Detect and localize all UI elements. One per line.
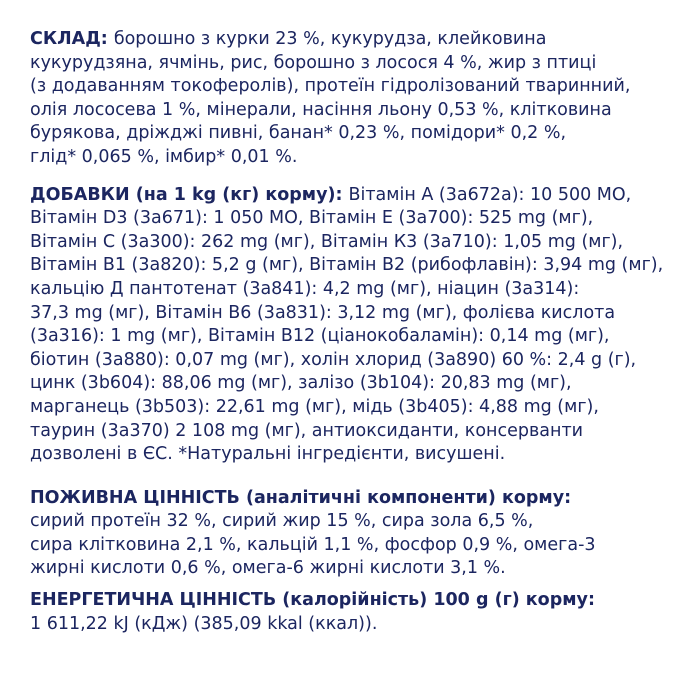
additives-line: кальцію Д пантотенат (3а841): 4,2 mg (мг), ніацин (3а314):: [30, 278, 580, 299]
composition-text: борошно з курки 23 %, кукурудза, клейковина: [113, 29, 547, 49]
composition-heading: СКЛАД:: [30, 29, 108, 49]
additives-line: Вітамін В1 (3а820): 5,2 g (мг), Вітамін В2 (рибофлавін): 3,94 mg (мг),: [30, 255, 664, 276]
additives-line: марганець (3b503): 22,61 mg (мг), мідь (3b405): 4,88 mg (мг),: [30, 396, 599, 417]
nutrition-heading: ПОЖИВНА ЦІННІСТЬ (аналітичні компоненти) корму:: [30, 487, 572, 508]
energy-heading: ЕНЕРГЕТИЧНА ЦІННІСТЬ (калорійність) 100 g (г) корму:: [30, 590, 595, 611]
additives-text: Вітамін А (3а672а): 10 500 МО,: [348, 184, 632, 205]
composition-line: бурякова, дріжджі пивні, банан* 0,23 %, помідори* 0,2 %,: [30, 123, 567, 144]
composition-section: [30, 28, 680, 170]
additives-heading: ДОБАВКИ (на 1 kg (кг) корму):: [30, 184, 343, 205]
additives-line: дозволені в ЄС. *Натуральні інгредієнти, висушені.: [30, 444, 506, 465]
composition-line: олія лососева 1 %, мінерали, насіння льону 0,53 %, клітковина: [30, 99, 612, 120]
composition-line: кукурудзяна, ячмінь, рис, борошно з лосося 4 %, жир з птиці: [30, 52, 597, 73]
energy-section: [30, 589, 680, 636]
composition-line: (з додаванням токоферолів), протеїн гідролізований тваринний,: [30, 76, 631, 97]
composition-line: [30, 28, 680, 52]
nutrition-line: сирий протеїн 32 %, сирий жир 15 %, сира зола 6,5 %,: [30, 511, 534, 532]
additives-section: [30, 184, 680, 467]
additives-line: Вітамін D3 (3а671): 1 050 МО, Вітамін Е (3а700): 525 mg (мг),: [30, 208, 594, 229]
nutrition-line: сира клітковина 2,1 %, кальцій 1,1 %, фосфор 0,9 %, омега-3: [30, 534, 596, 555]
additives-line: (3а316): 1 mg (мг), Вітамін В12 (ціанокобаламін): 0,14 mg (мг),: [30, 326, 610, 347]
additives-line: [30, 184, 680, 208]
additives-line: біотин (3а880): 0,07 mg (мг), холін хлорид (3а890) 60 %: 2,4 g (г),: [30, 349, 637, 370]
nutrition-line: жирні кислоти 0,6 %, омега-6 жирні кислоти 3,1 %.: [30, 558, 506, 579]
additives-line: таурин (3а370) 2 108 mg (мг), антиоксиданти, консерванти: [30, 420, 584, 441]
additives-line: Вітамін С (3а300): 262 mg (мг), Вітамін К3 (3а710): 1,05 mg (мг),: [30, 231, 624, 252]
composition-line: глід* 0,065 %, імбир* 0,01 %.: [30, 146, 298, 167]
nutrition-section: [30, 487, 680, 581]
additives-line: 37,3 mg (мг), Вітамін В6 (3а831): 3,12 mg (мг), фолієва кислота: [30, 302, 616, 323]
additives-line: цинк (3b604): 88,06 mg (мг), залізо (3b104): 20,83 mg (мг),: [30, 373, 572, 394]
energy-line: 1 611,22 kJ (кДж) (385,09 kkal (ккал)).: [30, 613, 378, 634]
